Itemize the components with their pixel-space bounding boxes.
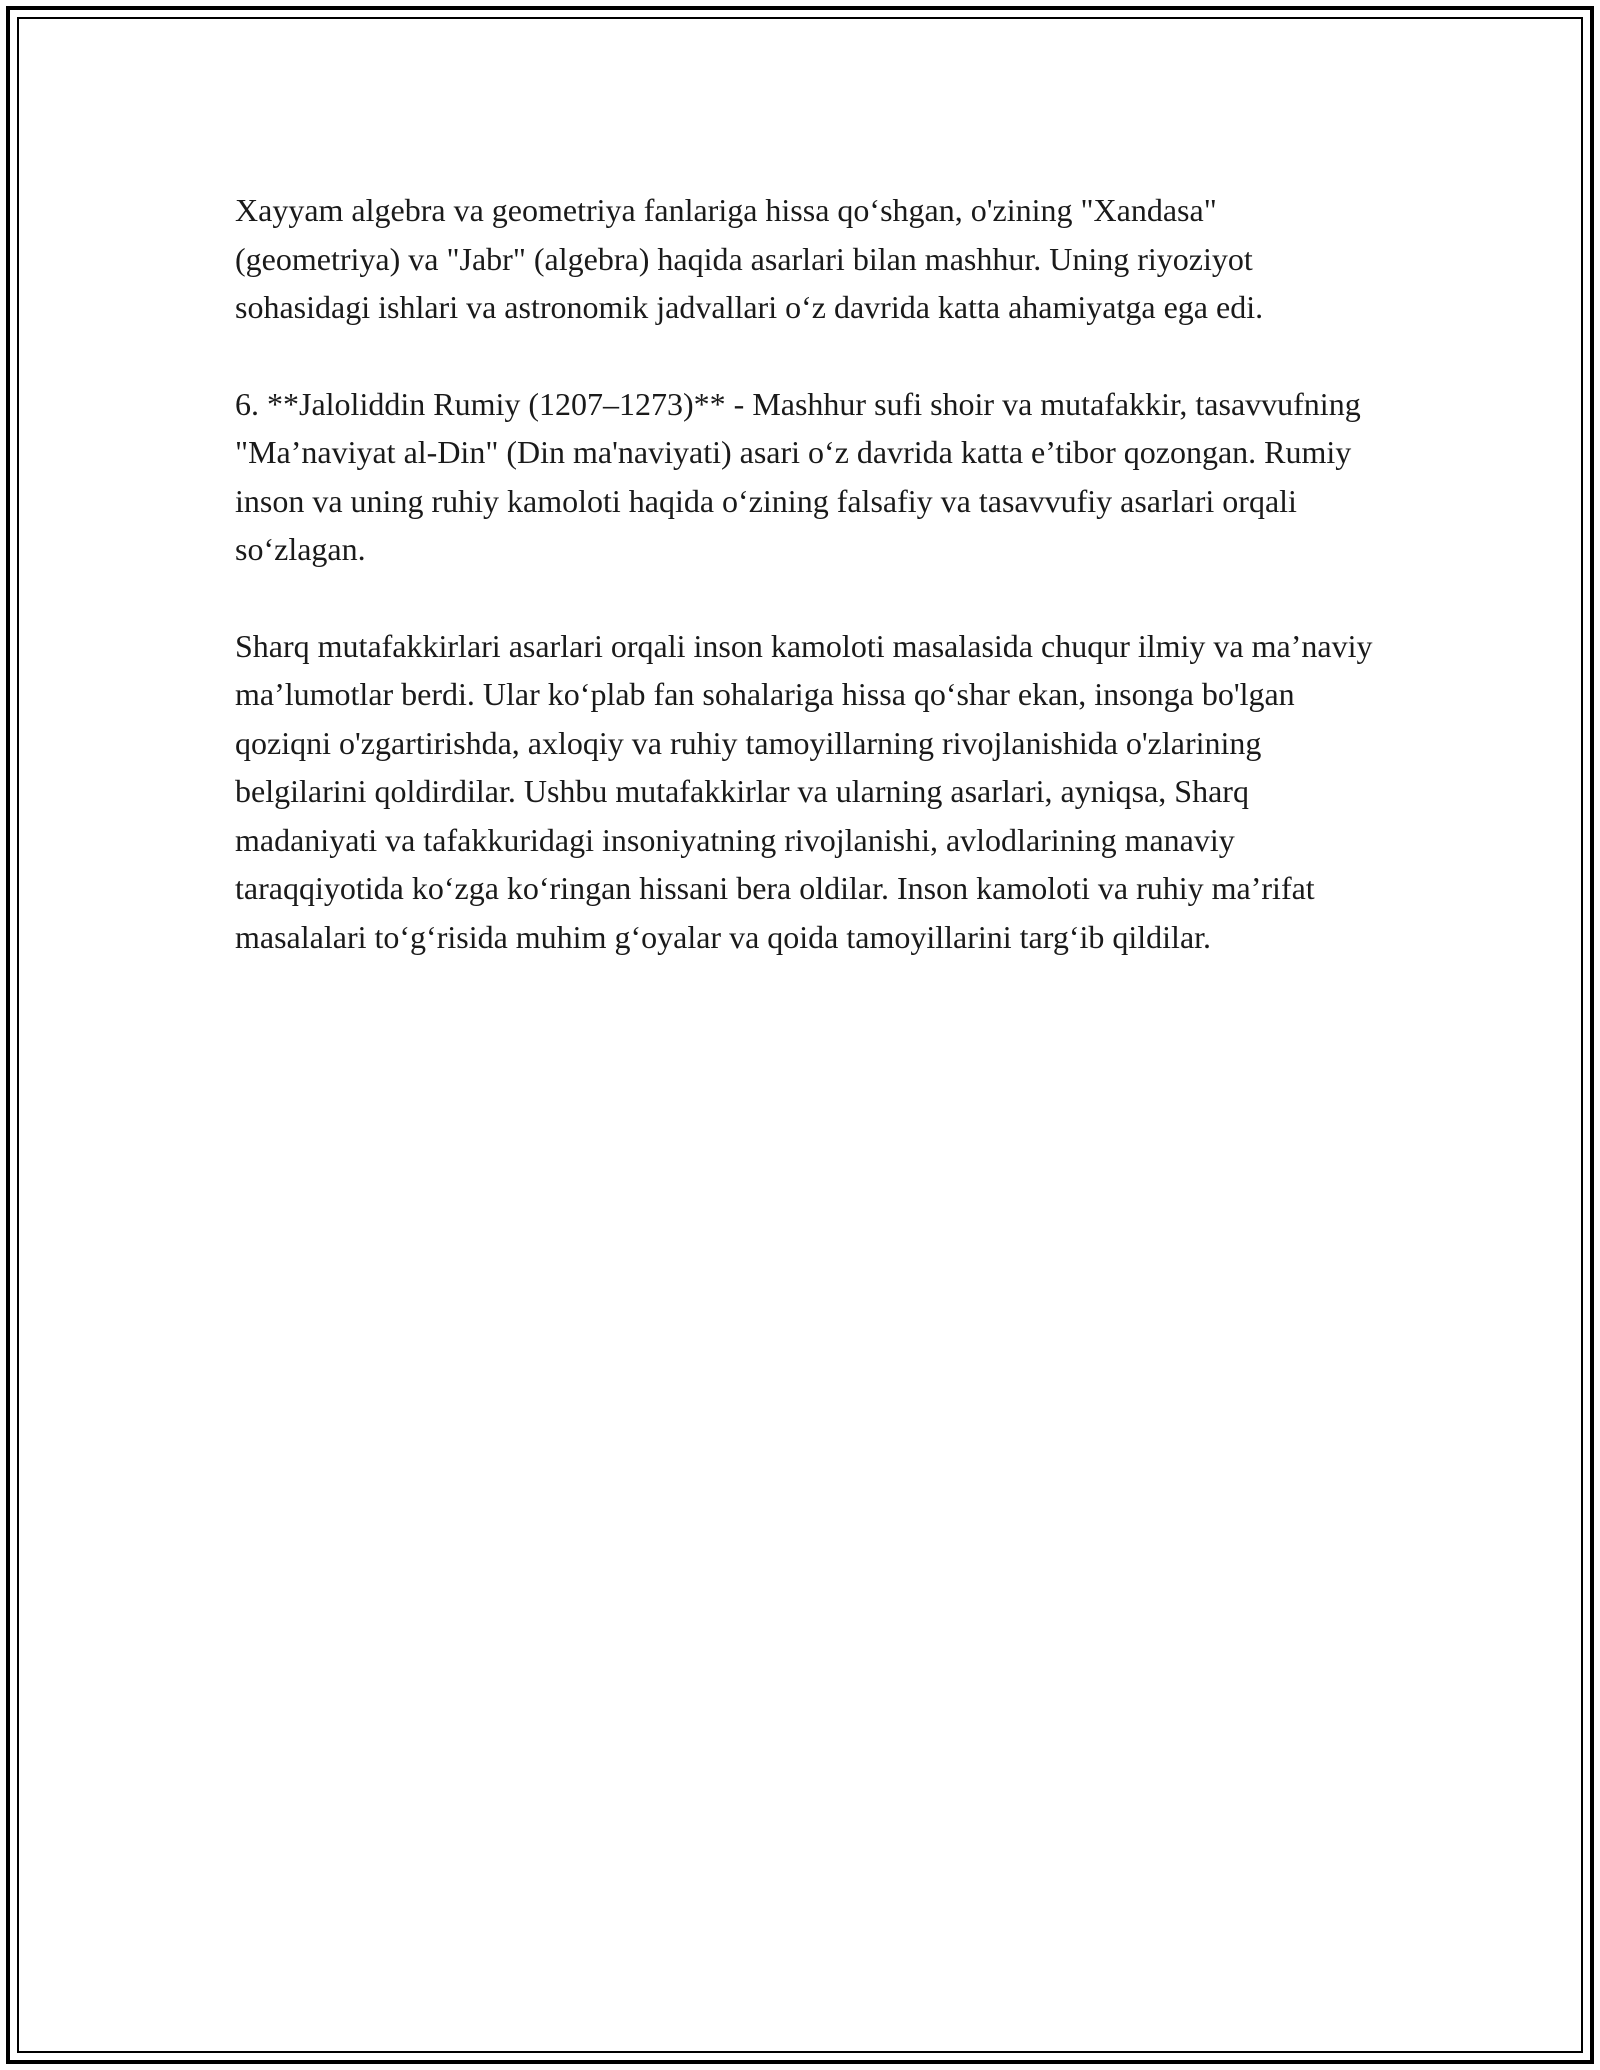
document-body xyxy=(235,186,1375,1009)
paragraph-rumi: 6. **Jaloliddin Rumiy (1207–1273)** - Mashhur sufi shoir va mutafakkir, tasavvufning "Ma’naviyat al-Din" (Din ma'naviyati) asari o‘z davrida katta e’tibor qozongan. Rumiy inson va uning ruhiy kamoloti haqida o‘zining falsafiy va tasavvufiy asarlari orqali so‘zlagan. xyxy=(235,385,1361,567)
paragraph-conclusion: Sharq mutafakkirlari asarlari orqali inson kamoloti masalasida chuqur ilmiy va ma’naviy ma’lumotlar berdi. Ular ko‘plab fan sohalariga hissa qo‘shar ekan, insonga bo'lgan qoziqni o'zgartirishda, axloqiy va ruhiy tamoyillarning rivojlanishida o'zlarining belgilarini qoldirdilar. Ushbu mutafakkirlar va ularning asarlari, ayniqsa, Sharq madaniyati va tafakkuridagi insoniyatning rivojlanishi, avlodlarining manaviy taraqqiyotida ko‘zga ko‘ringan hissani bera oldilar. Inson kamoloti va ruhiy ma’rifat masalalari to‘g‘risida muhim g‘oyalar va qoida tamoyillarini targ‘ib qildilar. xyxy=(235,627,1373,955)
paragraph-khayyam: Xayyam algebra va geometriya fanlariga hissa qo‘shgan, o'zining "Xandasa" (geometriya) va "Jabr" (algebra) haqida asarlari bilan mashhur. Uning riyoziyot sohasidagi ishlari va astronomik jadvallari o‘z davrida katta ahamiyatga ega edi. xyxy=(235,192,1264,325)
